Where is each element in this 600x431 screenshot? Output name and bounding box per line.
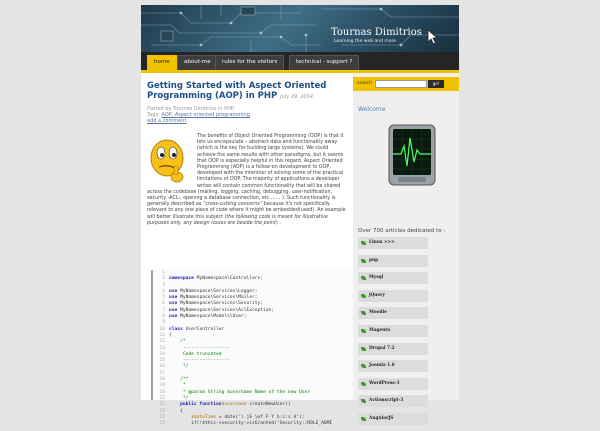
- code-token: *: [169, 383, 186, 389]
- code-line-number: 23: [159, 408, 165, 414]
- nav-tab-technical-support[interactable]: technical - support ?: [289, 55, 359, 70]
- leaf-icon: [361, 329, 366, 333]
- category-item[interactable]: [358, 325, 428, 337]
- leaf-icon: [361, 399, 366, 403]
- code-line-number: 19: [159, 383, 165, 389]
- code-token: -----------------: [169, 358, 230, 364]
- code-token: -----------------: [169, 345, 230, 351]
- code-token: /**: [169, 377, 189, 383]
- leaf-icon: [361, 276, 366, 280]
- code-token: */: [169, 364, 189, 370]
- code-line-number: 13: [159, 345, 165, 351]
- post-title-text[interactable]: Getting Started with Aspect Oriented Programming (AOP) in PHP: [147, 81, 327, 101]
- nav-tab-about-me[interactable]: about-me: [177, 55, 218, 70]
- search-bar: [353, 77, 459, 91]
- code-line-number: 25: [159, 421, 165, 427]
- category-label: jQuery: [369, 292, 385, 298]
- leaf-icon: [361, 417, 366, 421]
- code-token: {: [169, 408, 183, 414]
- posted-by: Posted by Tournas Dimitrios in PHP.: [147, 106, 235, 112]
- category-label: Moodle: [369, 310, 387, 316]
- code-token: MyNamespace\Services\Logger;: [177, 288, 258, 294]
- leaf-icon: [361, 382, 366, 386]
- code-line-number: 9: [162, 320, 165, 326]
- post-header: [147, 81, 347, 102]
- category-item[interactable]: [358, 307, 428, 319]
- nav-tab-rules[interactable]: rules for the visitors: [215, 55, 284, 70]
- nav-tab-home[interactable]: home: [147, 55, 177, 70]
- category-label: Mysql: [369, 275, 384, 281]
- leaf-icon: [361, 364, 366, 368]
- category-label: Drupal 7.2: [369, 345, 395, 351]
- code-line-number: 11: [159, 332, 165, 338]
- category-label: Joomla 1.6: [369, 363, 395, 369]
- code-token: namespace: [169, 276, 194, 282]
- category-item[interactable]: [358, 237, 428, 249]
- code-line-number: 2: [162, 276, 165, 282]
- code-line: [153, 421, 353, 427]
- post-emphasis-1: “cross-cutting concerns”: [202, 202, 263, 208]
- category-label: pnp: [369, 257, 379, 263]
- code-token: = date('l jS \of F Y h:i:s A');: [216, 414, 305, 420]
- search-input[interactable]: [375, 80, 427, 88]
- code-token: use: [169, 307, 178, 313]
- code-line-number: 22: [159, 402, 165, 408]
- main-navigation: [141, 52, 459, 70]
- code-line-number: 17: [159, 370, 165, 376]
- category-label: Linux >>>: [369, 240, 395, 245]
- category-label: Actionscript-3: [369, 398, 404, 404]
- code-token: public function: [169, 402, 222, 408]
- welcome-heading: Welcome: [358, 106, 386, 113]
- page: [141, 5, 459, 427]
- category-item[interactable]: [358, 255, 428, 267]
- code-token: $dateTime: [169, 414, 217, 420]
- category-list: [358, 237, 428, 431]
- post-title[interactable]: [147, 81, 342, 102]
- search-go-button[interactable]: go!: [428, 80, 444, 88]
- category-item[interactable]: [358, 395, 428, 407]
- code-token: $username: [221, 402, 247, 408]
- leaf-icon: [361, 294, 366, 298]
- site-header: [141, 5, 459, 52]
- code-token: {: [169, 332, 172, 338]
- code-token: Code truncated: [169, 351, 222, 357]
- code-token: class: [169, 326, 183, 332]
- code-line-number: 21: [159, 395, 165, 401]
- code-token: MyNamespace\Models\User;: [177, 314, 247, 320]
- code-line-number: 16: [159, 364, 165, 370]
- code-line-number: 4: [162, 288, 165, 294]
- post-date: July 29, 2014: [280, 94, 314, 100]
- leaf-icon: [361, 347, 366, 351]
- post-meta: [147, 106, 250, 124]
- code-line-number: 1: [162, 270, 165, 275]
- code-line-number: 5: [162, 295, 165, 301]
- category-item[interactable]: [358, 378, 428, 390]
- post-emphasis-2: the following code is meant for illustrative purposes only, any design issues are beside the point: [147, 214, 328, 226]
- code-token: MyNamespace\Services\AclException;: [177, 307, 275, 313]
- code-line-number: 6: [162, 301, 165, 307]
- code-token: MyNamespace\Services\Mailer;: [177, 295, 258, 301]
- leaf-icon: [361, 259, 366, 263]
- code-line-number: 20: [159, 389, 165, 395]
- leaf-icon: [361, 241, 366, 245]
- code-line-number: 10: [159, 326, 165, 332]
- site-title[interactable]: Tournas Dimitrios: [331, 27, 422, 38]
- tags-links[interactable]: AOP, Aspect oriented programming: [161, 112, 250, 118]
- sidebar: [353, 73, 459, 421]
- code-token: /*: [169, 339, 186, 345]
- code-line-number: 3: [162, 282, 165, 288]
- category-item[interactable]: [358, 290, 428, 302]
- code-line-number: 24: [159, 414, 165, 420]
- code-token: use: [169, 295, 178, 301]
- code-token: use: [169, 288, 178, 294]
- category-item[interactable]: [358, 343, 428, 355]
- category-label: WordPress-3: [369, 380, 400, 386]
- category-label: Magento: [369, 327, 391, 333]
- code-token: MyNamespace\Controllers;: [193, 276, 264, 282]
- code-token: use: [169, 314, 178, 320]
- post-paragraph-3: ) :: [275, 220, 281, 226]
- thinking-smiley-icon: [147, 137, 187, 189]
- mouse-cursor-icon: [427, 29, 439, 45]
- articles-heading: Over 700 articles dedicated to :: [358, 228, 446, 234]
- add-comment-link[interactable]: add a comment: [147, 118, 187, 124]
- code-token: createNewUser(: [246, 402, 288, 408]
- category-item[interactable]: [358, 360, 428, 372]
- search-label: search: [357, 81, 372, 86]
- code-line-number: 18: [159, 377, 165, 383]
- code-line-number: 7: [162, 307, 165, 313]
- category-item[interactable]: [358, 413, 428, 425]
- code-line-number: 14: [159, 351, 165, 357]
- code-token: MyNamespace\Services\Security;: [177, 301, 264, 307]
- tags-label: Tags:: [147, 112, 160, 118]
- code-token: ): [287, 402, 291, 408]
- code-line-number: 8: [162, 314, 165, 320]
- heartbeat-monitor-icon: [388, 124, 436, 186]
- code-token: UserController: [182, 326, 225, 332]
- post-paragraph-2: because it's not specifically relevant to any one piece of code where it might be embedded(used). An example will better illustrate this subject (: [147, 202, 346, 220]
- leaf-icon: [361, 311, 366, 315]
- post-paragraph-1: The benefits of Object Oriented Programming (OOP) is that it lets us encapsulate – abstract data and functionality away (which is the key for building large systems). We could achieve the same results with other paradigms, but it seems that OOP is especially helpful in this regard. Aspect Oriented Programming (AOP) is a follow-on development to OOP, developed with the intention of solving some of the practical limitations of OOP. The majority of applications a developer writes will contain common functionality that will be shared across the codebase (mailing, logging, caching, debugging, user-notification, security -ACL-, opening a database connection, etc.…… ). Such functionality is generally described as: [147, 134, 344, 208]
- code-token: if(!$this->security->isGranted('Security::ROLE_ADMI: [169, 421, 333, 427]
- code-token: */: [169, 395, 189, 401]
- site-tagline: Learning the web and more: [334, 39, 397, 44]
- category-item[interactable]: [358, 272, 428, 284]
- code-token: use: [169, 301, 178, 307]
- code-line-number: 15: [159, 358, 165, 364]
- code-line-number: 12: [159, 339, 165, 345]
- code-token: * @param String $username Name of the new User: [169, 389, 311, 395]
- category-label: AngularJS: [369, 415, 394, 421]
- code-block: [151, 270, 353, 427]
